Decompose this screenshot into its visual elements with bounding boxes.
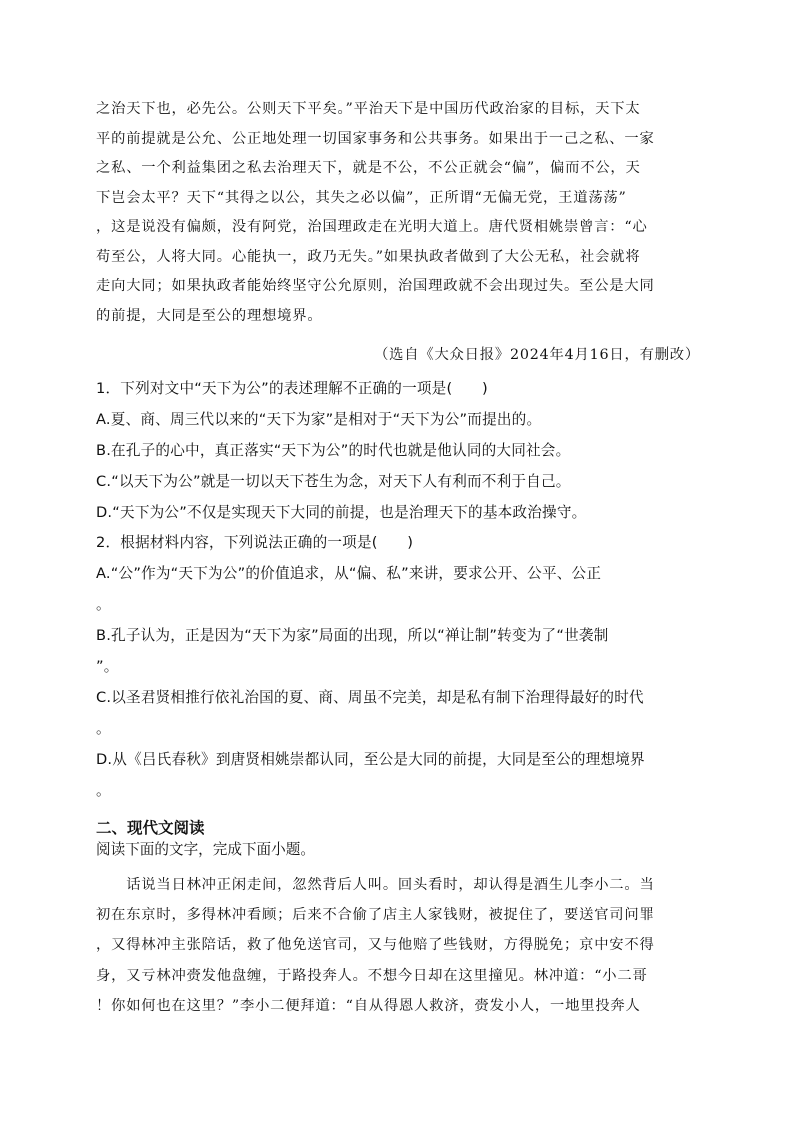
passage-line: 苟至公，人将大同。心能执一，政乃无失。”如果执政者做到了大公无私，社会就将 (96, 248, 641, 265)
answer-option-continuation: 。 (96, 781, 111, 799)
answer-option: D.“天下为公”不仅是实现天下大同的前提，也是治理天下的基本政治操守。 (96, 503, 587, 521)
answer-option: D.从《吕氏春秋》到唐贤相姚崇都认同，至公是大同的前提，大同是至公的理想境界 (96, 750, 645, 768)
section-instruction: 阅读下面的文字，完成下面小题。 (96, 841, 315, 858)
passage-line: 之治天下也，必先公。公则天下平矣。”平治天下是中国历代政治家的目标，天下太 (96, 101, 641, 117)
passage-line: 初在东京时，多得林冲看顾；后来不合偷了店主人家钱财，被捉住了，要送官司问罪 (96, 907, 655, 924)
source-citation: （选自《大众日报》2024年4月16日，有删改） (374, 347, 700, 363)
passage-line: ！你如何也在这里？”李小二便拜道：“自从得恩人救济，赍发小人，一地里投奔人 (96, 997, 641, 1014)
answer-option: A.夏、商、周三代以来的“天下为家”是相对于“天下为公”而提出的。 (96, 410, 542, 428)
passage-line: ，又得林冲主张陪话，救了他免送官司，又与他赔了些钱财，方得脱免；京中安不得 (96, 937, 655, 954)
question-stem: 1．下列对文中“天下为公”的表述理解不正确的一项是( ) (96, 380, 488, 397)
passage-line: 平的前提就是公允、公正地处理一切国家事务和公共事务。如果出于一己之私、一家 (96, 130, 655, 147)
passage-line: 下岂会太平？天下“其得之以公，其失之必以偏”，正所谓“无偏无党，王道荡荡” (96, 189, 627, 206)
passage-line: 身，又亏林冲赍发他盘缠，于路投奔人。不想今日却在这里撞见。林冲道：“小二哥 (96, 967, 648, 984)
question-list (96, 374, 700, 806)
answer-option-continuation: 。 (96, 596, 111, 614)
passage-line: 的前提，大同是至公的理想境界。 (96, 307, 323, 324)
answer-option-continuation: 。 (96, 719, 111, 737)
answer-option: B.孔子认为，正是因为“天下为家”局面的出现，所以“禅让制”转变为了“世袭制 (96, 627, 609, 645)
passage-line: 之私、一个利益集团之私去治理天下，就是不公，不公正就会“偏”，偏而不公，天 (96, 160, 641, 176)
essay-passage (96, 95, 700, 331)
question-stem: 2．根据材料内容，下列说法正确的一项是( ) (96, 534, 414, 552)
answer-option: B.在孔子的心中，真正落实“天下为公”的时代也就是他认同的大同社会。 (96, 441, 571, 459)
answer-option: C.以圣君贤相推行依礼治国的夏、商、周虽不完美，却是私有制下治理得最好的时代 (96, 688, 644, 706)
answer-option: C.“以天下为公”就是一切以天下苍生为念，对天下人有利而不利于自己。 (96, 472, 571, 490)
passage-line: 走向大同；如果执政者能始终坚守公允原则，治国理政就不会出现过失。至公是大同 (96, 278, 655, 294)
answer-option-continuation: ”。 (96, 658, 119, 676)
section-heading: 二、现代文阅读 (96, 819, 205, 837)
passage-line: 话说当日林冲正闲走间，忽然背后人叫。回头看时，却认得是酒生儿李小二。当 (96, 877, 655, 893)
passage-line: ，这是说没有偏颇，没有阿党，治国理政走在光明大道上。唐代贤相姚崇曾言：“心 (96, 219, 648, 235)
novel-passage (96, 870, 700, 1021)
answer-option: A.“公”作为“天下为公”的价值追求，从“偏、私”来讲，要求公开、公平、公正 (96, 565, 602, 583)
